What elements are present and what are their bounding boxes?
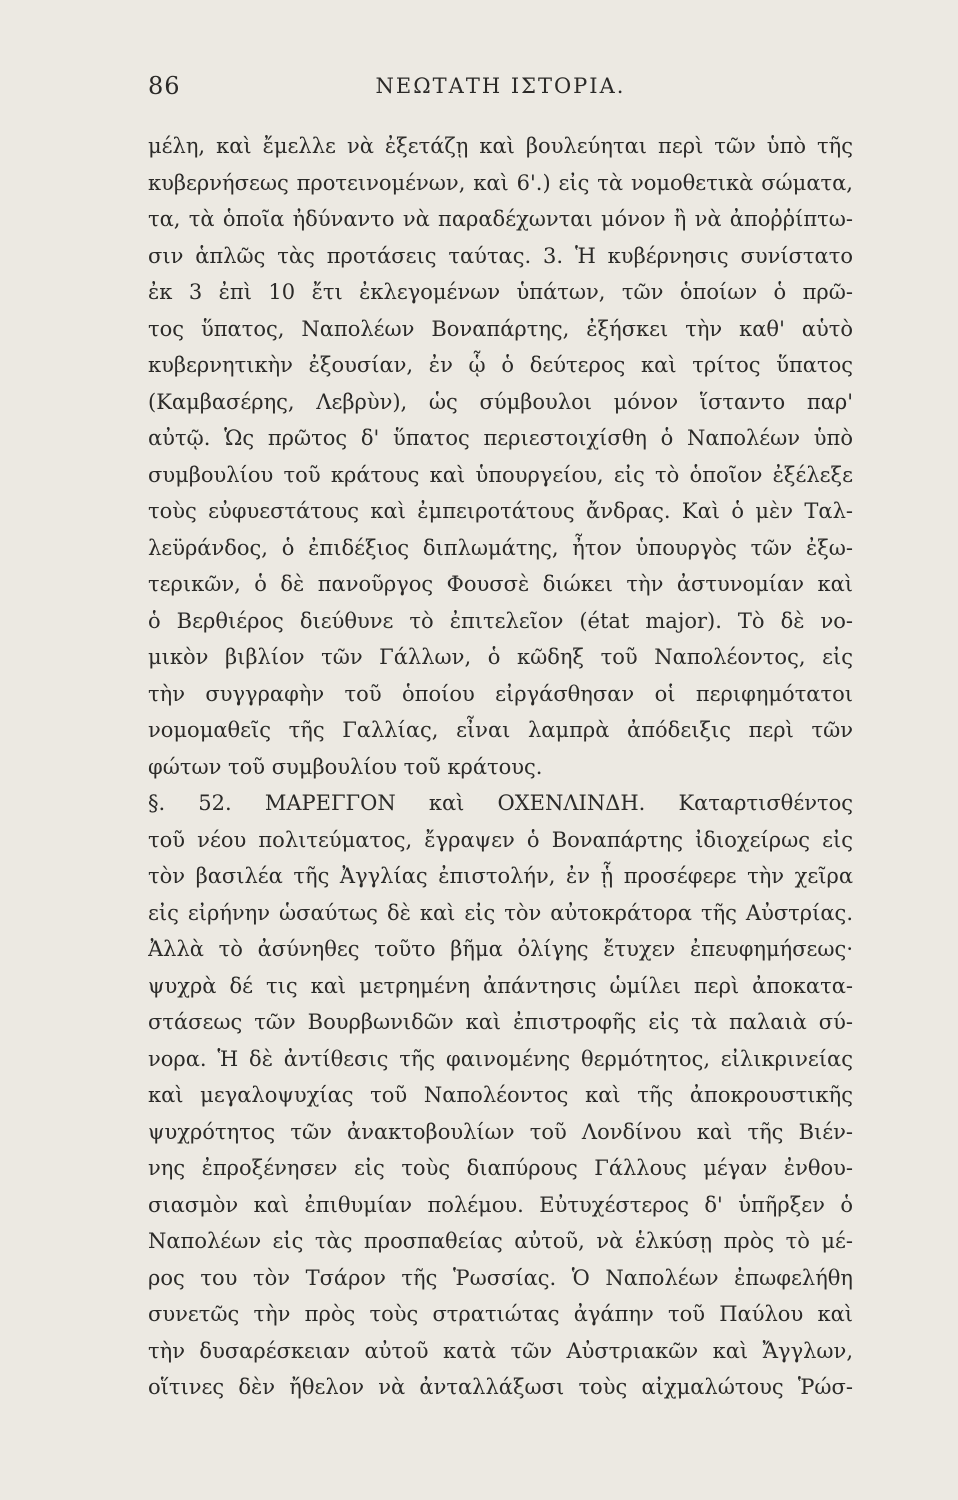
text-line: Ἀλλὰ τὸ ἀσύνηθες τοῦτο βῆμα ὀλίγης ἔτυχεν ἐπευφημήσεως· [148, 937, 853, 961]
text-line: αὐτῷ. Ὡς πρῶτος δ' ὕπατος περιεστοιχίσθη ὁ Ναπολέων ὑπὸ [148, 426, 853, 450]
section-heading-line: §. 52. ΜΑΡΕΓΓΟΝ καὶ ΟΧΕΝΛΙΝΔΗ. Καταρτισθέντος [148, 791, 853, 815]
running-title: ΝΕΩΤΑΤΗ ΙΣΤΟΡΙΑ. [375, 74, 626, 98]
text-line: στάσεως τῶν Βουρβωνιδῶν καὶ ἐπιστροφῆς εἰς τὰ παλαιὰ σύ- [148, 1010, 853, 1034]
text-line: σιν ἁπλῶς τὰς προτάσεις ταύτας. 3. Ἡ κυβέρνησις συνίστατο [148, 243, 853, 268]
text-line: ἐκ 3 ἐπὶ 10 ἔτι ἐκλεγομένων ὑπάτων, τῶν ὁποίων ὁ πρῶ- [148, 280, 853, 304]
text-line: λεϋράνδος, ὁ ἐπιδέξιος διπλωμάτης, ἦτον ὑπουργὸς τῶν ἐξω- [148, 535, 853, 560]
text-line: τὸν βασιλέα τῆς Ἀγγλίας ἐπιστολήν, ἐν ᾗ προσέφερε τὴν χεῖρα [148, 864, 853, 888]
text-line: κυβερνητικὴν ἐξουσίαν, ἐν ᾧ ὁ δεύτερος καὶ τρίτος ὕπατος [148, 353, 853, 377]
text-line: τερικῶν, ὁ δὲ πανοῦργος Φουσσὲ διώκει τὴν ἀστυνομίαν καὶ [148, 572, 853, 596]
text-line: τὴν συγγραφὴν τοῦ ὁποίου εἰργάσθησαν οἱ περιφημότατοι [148, 681, 853, 706]
text-line: κυβερνήσεως προτεινομένων, καὶ 6'.) εἰς τὰ νομοθετικὰ σώματα, [148, 170, 853, 195]
text-line: μικὸν βιβλίον τῶν Γάλλων, ὁ κῶδηξ τοῦ Ναπολέοντος, εἰς [148, 645, 853, 669]
page-number: 86 [148, 72, 181, 100]
text-line: ψυχρὰ δέ τις καὶ μετρημένη ἀπάντησις ὡμίλει περὶ ἀποκατα- [148, 973, 853, 998]
text-line: τος ὕπατος, Ναπολέων Βοναπάρτης, ἐξήσκει τὴν καθ' αὑτὸ [148, 316, 853, 341]
text-line: τοῦ νέου πολιτεύματος, ἔγραψεν ὁ Βοναπάρτης ἰδιοχείρως εἰς [148, 827, 853, 852]
text-line: συνετῶς τὴν πρὸς τοὺς στρατιώτας ἀγάπην τοῦ Παύλου καὶ [148, 1302, 853, 1326]
text-line: νης ἐπροξένησεν εἰς τοὺς διαπύρους Γάλλους μέγαν ἐνθου- [148, 1156, 853, 1180]
text-line: εἰς εἰρήνην ὡσαύτως δὲ καὶ εἰς τὸν αὐτοκράτορα τῆς Αὐστρίας. [148, 900, 853, 925]
text-line: ρος του τὸν Τσάρον τῆς Ῥωσσίας. Ὁ Ναπολέων ἐπωφελήθη [148, 1265, 853, 1290]
body-text [148, 128, 853, 1406]
text-line: νομομαθεῖς τῆς Γαλλίας, εἶναι λαμπρὰ ἀπόδειξις περὶ τῶν [148, 718, 853, 742]
text-line: τὴν δυσαρέσκειαν αὐτοῦ κατὰ τῶν Αὐστριακῶν καὶ Ἄγγλων, [148, 1338, 853, 1363]
page-header [148, 64, 853, 104]
text-line: τοὺς εὐφυεστάτους καὶ ἐμπειροτάτους ἄνδρας. Καὶ ὁ μὲν Ταλ- [148, 499, 853, 523]
text-line: τα, τὰ ὁποῖα ἠδύναντο νὰ παραδέχωνται μόνον ἢ νὰ ἀποῤῥίπτω- [148, 207, 853, 231]
text-line: οἵτινες δὲν ἤθελον νὰ ἀνταλλάξωσι τοὺς αἰχμαλώτους Ῥώσ- [148, 1375, 853, 1399]
text-line: ψυχρότητος τῶν ἀνακτοβουλίων τοῦ Λονδίνου καὶ τῆς Βιέν- [148, 1119, 853, 1144]
text-line: (Καμβασέρης, Λεβρὺν), ὡς σύμβουλοι μόνον ἵσταντο παρ' [148, 389, 853, 414]
text-line: Ναπολέων εἰς τὰς προσπαθείας αὐτοῦ, νὰ ἑλκύσῃ πρὸς τὸ μέ- [148, 1229, 853, 1253]
text-line: φώτων τοῦ συμβουλίου τοῦ κράτους. [148, 754, 543, 779]
text-line: συμβουλίου τοῦ κράτους καὶ ὑπουργείου, εἰς τὸ ὁποῖον ἐξέλεξε [148, 462, 853, 487]
text-line: σιασμὸν καὶ ἐπιθυμίαν πολέμου. Εὐτυχέστερος δ' ὑπῆρξεν ὁ [148, 1192, 853, 1217]
text-line: ὁ Βερθιέρος διεύθυνε τὸ ἐπιτελεῖον (état major). Τὸ δὲ νο- [148, 608, 853, 633]
text-line: νορα. Ἡ δὲ ἀντίθεσις τῆς φαινομένης θερμότητος, εἰλικρινείας [148, 1046, 853, 1071]
text-line: μέλη, καὶ ἔμελλε νὰ ἐξετάζῃ καὶ βουλεύηται περὶ τῶν ὑπὸ τῆς [148, 134, 853, 158]
text-line: καὶ μεγαλοψυχίας τοῦ Ναπολέοντος καὶ τῆς ἀποκρουστικῆς [148, 1083, 853, 1107]
